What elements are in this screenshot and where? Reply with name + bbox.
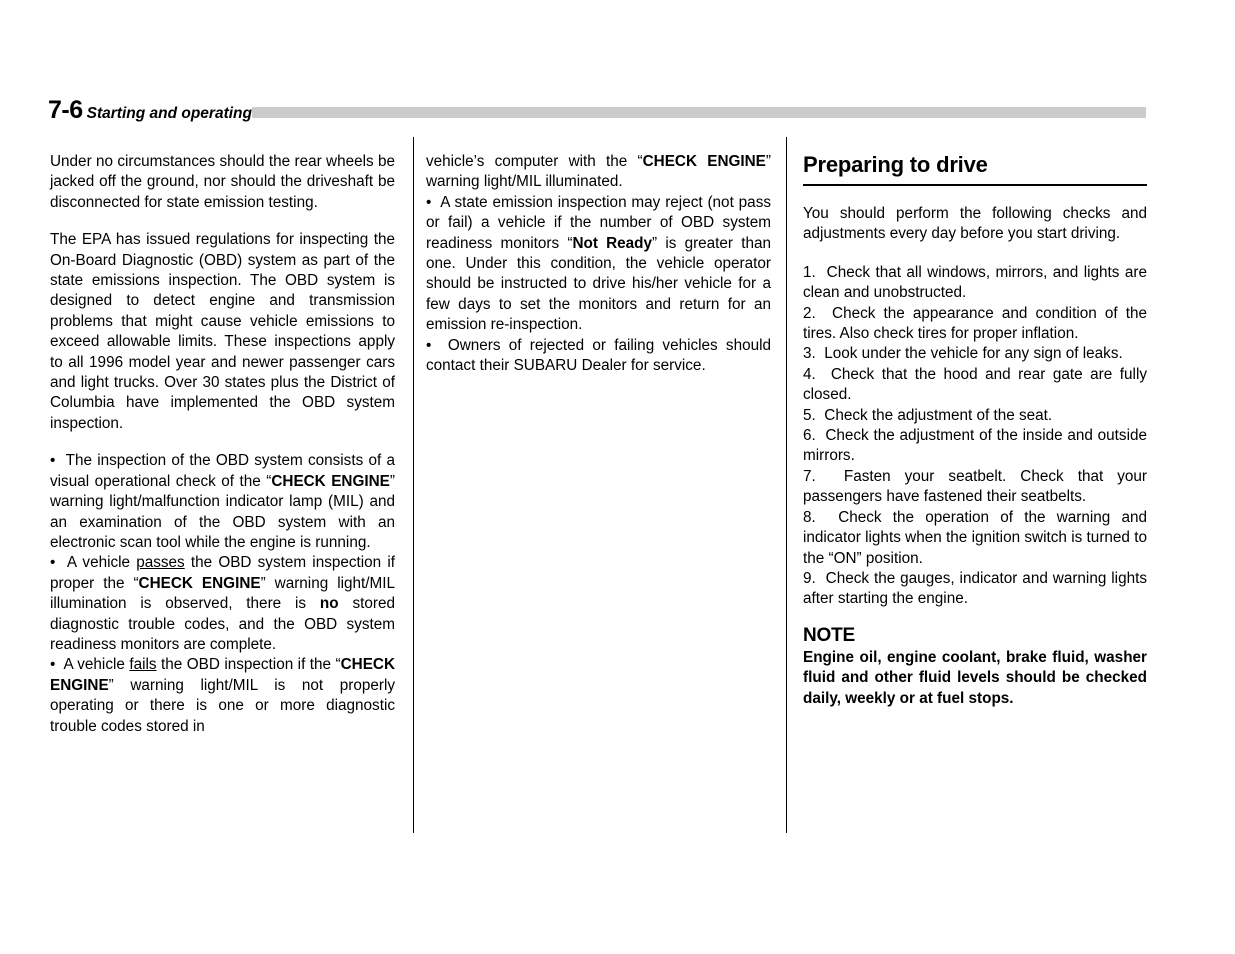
emphasis-check-engine: CHECK ENGINE: [50, 656, 395, 694]
bullet-text-a: A vehicle: [66, 554, 137, 572]
step-spacer: [816, 407, 825, 424]
bullet-text-c: ” warning light/MIL is not properly operating or there is one or more diagnostic trouble codes stored in: [50, 676, 395, 735]
header-label: [48, 96, 252, 128]
checklist-step: [803, 467, 1147, 508]
bullet-item-vehicle-fails: [50, 655, 395, 737]
continuation-text-b: ” warning light/MIL illuminated.: [426, 153, 771, 191]
checklist-step: [803, 304, 1147, 345]
bullet-text: Owners of rejected or failing vehicles should contact their SUBARU Dealer for service.: [426, 336, 772, 375]
bullet-text-a: A vehicle: [63, 656, 130, 674]
step-spacer: [816, 305, 832, 322]
paragraph-continuation: [426, 152, 771, 193]
paragraph-spacer: [803, 245, 1147, 263]
checklist-step: [803, 426, 1147, 467]
bullet-item-inspection-consists: [50, 451, 395, 553]
step-spacer: [816, 468, 844, 485]
bullet-text-b: the OBD system inspection if proper the “: [50, 554, 396, 592]
step-spacer: [816, 345, 825, 362]
emphasis-check-engine: CHECK ENGINE: [642, 153, 766, 170]
step-text: Check that all windows, mirrors, and lights are clean and unobstructed.: [803, 263, 1148, 302]
step-number: 6.: [803, 427, 816, 445]
continuation-text-a: vehicle’s computer with the “: [426, 153, 643, 170]
bullet-text-c: ” warning light/MIL illumination is observed, there is: [50, 574, 396, 613]
step-number: 7.: [803, 467, 816, 485]
step-number: 5.: [803, 406, 816, 424]
bullet-item-owners-contact-dealer: [426, 336, 771, 377]
step-number: 4.: [803, 365, 816, 383]
step-number: 9.: [803, 569, 816, 587]
bullet-marker: •: [50, 554, 56, 572]
bullet-item-state-inspection-reject: [426, 193, 771, 336]
section-heading-rule: [803, 184, 1147, 186]
section-heading-preparing-to-drive: Preparing to drive: [803, 152, 988, 177]
step-spacer: [816, 366, 831, 383]
step-spacer: [816, 427, 826, 444]
step-text: Check the operation of the warning and indicator lights when the ignition switch is turned to the “ON” position.: [803, 508, 1148, 567]
bullet-spacer: [55, 554, 67, 571]
bullet-marker: •: [50, 452, 56, 470]
text-column-2: [426, 152, 771, 376]
step-number: 8.: [803, 508, 816, 526]
emphasis-no: no: [319, 595, 339, 613]
bullet-text-a: A state emission inspection may reject (not pass or fail) a vehicle if the number of OBD system readiness monitors “: [426, 193, 771, 252]
step-number: 2.: [803, 304, 816, 322]
bullet-spacer: [55, 452, 65, 469]
note-heading: NOTE: [803, 624, 855, 646]
checklist-step: [803, 365, 1147, 406]
checklist-step: [803, 263, 1147, 304]
bullet-text-pre: The inspection of the OBD system consists of a visual operational check of the “: [50, 452, 395, 490]
note-spacer: [803, 610, 1147, 624]
bullet-text-b: ” is greater than one. Under this condition, the vehicle operator should be instructed to drive his/her vehicle for a few days to set the monitors and return for an emission re-inspection.: [426, 234, 771, 334]
step-spacer: [816, 264, 827, 281]
emphasis-fails: fails: [129, 656, 157, 674]
page-number: 7-6: [48, 96, 83, 124]
bullet-text-d: stored diagnostic trouble codes, and the OBD system readiness monitors are complete.: [50, 595, 395, 653]
checklist-step: [803, 569, 1147, 610]
paragraph-jacking-warning: Under no circumstances should the rear wheels be jacked off the ground, nor should the driveshaft be disconnected for state emission testing.: [50, 153, 395, 211]
paragraph-epa-regulations: The EPA has issued regulations for inspecting the On-Board Diagnostic (OBD) system as part of the state emissions inspection. The OBD system is designed to detect engine and transmission problems that might cause vehicle emissions to exceed allowable limits. These inspections apply to all 1996 model year and newer passenger cars and light trucks. Over 30 states plus the District of Columbia have implemented the OBD system inspection.: [50, 231, 395, 432]
step-spacer: [816, 509, 838, 526]
step-number: 1.: [803, 263, 816, 281]
bullet-marker: •: [426, 193, 432, 211]
bullet-spacer: [431, 194, 440, 211]
step-text: Check the gauges, indicator and warning lights after starting the engine.: [803, 569, 1147, 608]
emphasis-check-engine: CHECK ENGINE: [138, 574, 261, 592]
text-column-3: [803, 152, 1147, 709]
step-number: 3.: [803, 345, 816, 363]
checklist-step: [803, 344, 1147, 364]
bullet-spacer: [431, 337, 447, 354]
bullet-text-b: the OBD inspection if the “: [156, 656, 341, 674]
step-spacer: [816, 570, 826, 587]
step-text: Check the adjustment of the inside and outside mirrors.: [803, 427, 1147, 465]
emphasis-not-ready: Not Ready: [572, 234, 653, 252]
bullet-item-vehicle-passes: [50, 553, 395, 655]
checklist-step: [803, 406, 1147, 426]
text-column-1: [50, 152, 395, 737]
step-text: Check that the hood and rear gate are fully closed.: [803, 365, 1148, 404]
bullet-marker: •: [50, 656, 56, 674]
checklist-step: [803, 508, 1147, 569]
step-text: Check the adjustment of the seat.: [824, 406, 1053, 424]
paragraph-intro-checks: You should perform the following checks and adjustments every day before you start driving.: [803, 205, 1147, 243]
bullet-marker: •: [426, 336, 432, 354]
step-text: Fasten your seatbelt. Check that your passengers have fastened their seatbelts.: [803, 467, 1148, 506]
emphasis-passes: passes: [136, 554, 185, 572]
running-title: Starting and operating: [83, 105, 252, 122]
page-header: [48, 96, 1148, 126]
step-text: Check the appearance and condition of the tires. Also check tires for proper inflation.: [803, 304, 1148, 343]
column-divider-1: [413, 137, 414, 833]
step-text: Look under the vehicle for any sign of leaks.: [824, 345, 1123, 363]
note-body-text: Engine oil, engine coolant, brake fluid, washer fluid and other fluid levels should be checked daily, weekly or at fuel stops.: [803, 648, 1147, 707]
column-divider-2: [786, 137, 787, 833]
emphasis-check-engine: CHECK ENGINE: [271, 472, 390, 490]
bullet-text-post: ” warning light/malfunction indicator lamp (MIL) and an examination of the OBD system with an electronic scan tool while the engine is running.: [50, 472, 395, 551]
